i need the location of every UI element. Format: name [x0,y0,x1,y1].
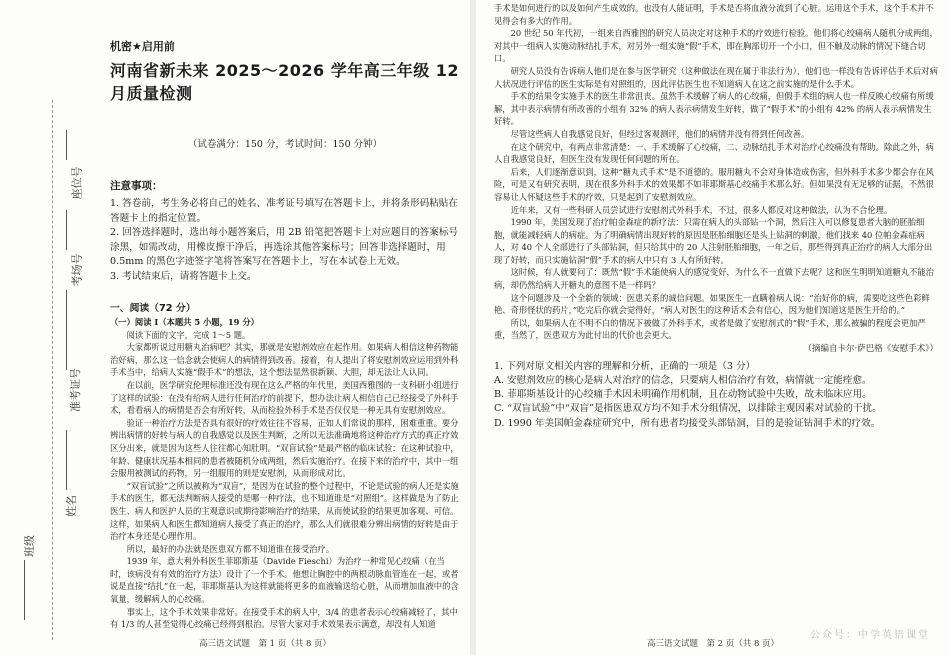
ticket-number-field[interactable] [66,290,67,370]
page-1-content [110,38,460,631]
option-b[interactable]: B. 菲耶斯基设计的心绞痛手术因未明确作用机制，且在动物试验中失败，故未临床应用。 [494,389,872,401]
exam-title: 河南省新未来 2025～2026 学年高三年级 12 月质量检测 [110,61,460,103]
passage-paragraph: 验证一种治疗方法是否具有很好的疗效往往不容易，正如人们常说的那样，困难重重。要分辨出病情的好转与病人的自我感觉以及医生判断，之所以无法准确地将这种治疗方式的真正疗效区分出来，就是因为这些人往往都心知肚明。“双盲试验”是最严格的临床试验：在这种试验中，年龄、健康状况基本相同的患者被随机分成两组，然后实施治疗。在接下来的治疗中，其中一组会服用被测试的药物，另一组服用的则是安慰剂，从而形成对比。 [110,417,459,479]
passage-paragraph: 这个问题涉及一个全新的领域：医患关系的诚信问题。如果医生一直瞒着病人说：“治好你的病，需要吃这些色彩鲜艳、奇形怪状的药片，”吃完后你就会觉得好，“病人对医生的这种话术会有信心，因为他们知道这是医生开给的。” [494,292,930,316]
cut-line [52,100,53,640]
passage-paragraph: 所以，最好的办法就是医患双方都不知道谁在接受治疗。 [126,543,335,554]
notice-heading: 注意事项： [110,180,163,192]
option-d[interactable]: D. 1990 年美国帕金森症研究中，所有患者均接受头部钻洞，目的是验证钻洞手术的疗效。 [494,417,881,429]
passage-paragraph: 所以，如果病人在不明不白的情况下被做了外科手术，或者是做了安慰剂式的“假”手术，那么被骗的程度会更加严重，当然了，医患双方为此付出的代价也会更大。 [494,317,926,341]
passage-paragraph: 事实上，这个手术效果非常好。在接受手术的病人中，3/4 的患者表示心绞痛减轻了，其中有 1/3 的人甚至觉得心绞痛已经得到根治。尽管大家对手术效果表示满意，却没有人知道 [110,606,458,630]
notice-item: 2. 回答选择题时，选出每小题答案后，用 2B 铅笔把答题卡上对应题目的答案标号涂黑，如需改动，用橡皮擦干净后，再选涂其他答案标号；回答非选择题时，用 0.5mm 的黑色字迹签字笔将答案写在答题卡上，写在本试卷上无效。 [110,227,459,267]
confidential-mark: 机密★启用前 [110,40,175,53]
passage-paragraph: 研究人员没有告诉病人他们是在参与医学研究（这种做法在现在属于非法行为），他们也一样没有告诉评估手术后对病人状况进行评估的医生实际是有对照组的，因此评估医生也不知道病人在这之前实施的是什么手术。 [494,65,938,89]
instruction: 阅读下面的文字，完成 1～5 题。 [126,329,251,340]
binding-strip [0,0,102,655]
passage-continued [494,2,938,342]
name-label: 姓名 [65,495,78,517]
passage-paragraph: 20 世纪 50 年代初，一组来自西雅图的研究人员决定对这种手术的疗效进行检验。他们将心绞痛病人随机分成两组，对其中一组病人实施动脉结扎手术，对另外一组实施“假”手术，即在胸部切开一个小口，但不触及动脉的情况下缝合切口。 [494,28,938,64]
score-line: （试卷满分：150 分，考试时间：150 分钟） [187,139,383,150]
passage-paragraph: 尽管这些病人自我感觉良好，但经过客观测评，他们的病情并没有得到任何改善。 [510,128,810,139]
class-label: 班级 [23,535,36,557]
exam-page-1 [0,0,470,655]
page-1-footer: 高三语文试题 第 1 页（共 8 页） [198,639,332,649]
seat-number-field[interactable] [66,130,67,160]
ticket-number-label: 准考证号 [69,368,82,412]
passage-paragraph: 在以前，医学研究伦理标准还没有现在这么严格的年代里，美国西雅图的一支科研小组进行了这样的试验：在没有给病人进行任何治疗的前提下，想办法让病人相信自己已经接受了外科手术，看看病人的病情是否会有所好转，从而检验外科手术是否仅仅是一种无具有安慰剂效应。 [110,379,459,416]
section-heading: 一、阅读（72 分） [110,303,196,314]
passage-paragraph: 大家都听说过用糖丸治病吧？其实，那就是安慰剂效应在起作用。如果病人相信这种药物能治好病，那么这一信念就会使病人的病情得到改善。接着，有人提出了将安慰剂效应运用到外科手术当中，给病人实施“假手术”的想法，这个想法显然很新颖、大胆，却无法让人认同。 [110,342,459,378]
exam-room-label: 考场号 [70,253,84,287]
source-attribution: （摘编自卡尔·萨巴格《安慰手术》） [803,344,938,355]
exam-room-field[interactable] [66,210,67,250]
subsection-heading: （一）阅读 Ⅰ（本题共 5 小题，19 分） [110,317,259,327]
page-2-content [494,2,938,431]
notice-item: 1. 答卷前，考生务必将自己的姓名、准考证号填写在答题卡上，并将条形码粘贴在答题卡上的指定位置。 [110,198,458,224]
passage-paragraph: 这时候，有人就要问了：既然“假”手术能使病人的感觉变好，为什么不一直做下去呢？这和医生明明知道糖丸不能治病，却仍然给病人开糖丸的意图不是一样吗？ [494,267,934,291]
passage-paragraph: 手术的结果令实施手术的医生非常沮丧。虽然手术缓解了病人的心绞痛，但假手术组的病人也一样反映心绞痛有所缓解，其中表示病情有所改善的小组有 32% 的病人表示病情发生好转，做了“假手术”的小组有 42% 的病人表示病情发生好转。 [494,91,934,127]
notice-item: 3. 考试结束后，请将答题卡上交。 [110,270,257,282]
watermark: 公众号：中学英语课堂 [810,630,930,641]
exam-page-2 [476,0,950,655]
passage-paragraph: 近年来，又有一些科研人员尝试进行安慰剂式外科手术，不过，很多人都反对这种做法，认为不合伦理。 [510,204,893,215]
name-field[interactable] [66,430,67,490]
passage [110,329,460,631]
page-2-footer: 高三语文试题 第 2 页（共 8 页） [646,639,780,649]
seat-number-label: 座位号 [70,166,84,200]
question-1-stem: 1. 下列对原文相关内容的理解和分析，正确的一项是（3 分） [494,361,756,373]
option-c[interactable]: C. “双盲试验”中“双盲”是指医患双方均不知手术分组情况，以排除主观因素对试验的干扰。 [494,403,882,415]
passage-paragraph: “双盲试验”之所以被称为“双盲”，是因为在试验的整个过程中，不论是试验的病人还是实施手术的医生，都无法判断病人接受的是哪一种疗法，也不知道谁是“对照组”。这样做是为了防止医生、病人和医护人员的主观意识或期待影响治疗的结果，从而使试验的结果更加客观、可信。这样，如果病人和医生都知道病人接受了真正的治疗，那么人们就很难分辨出病情的好转是由于治疗本身还是心理作用。 [110,480,459,542]
passage-paragraph: 1939 年，意大利外科医生菲耶斯基（Davide Fieschi）为治疗一种常见心绞痛（在当时，该病没有有效的治疗方法）设计了一个手术。他想让胸腔中的两根动脉血管连在一起，或者说是直接“结扎”在一起，菲耶斯基认为这样就能将更多的血液输送给心脏，从而增加血液中的含氧量，缓解病人的心绞痛。 [110,556,459,605]
notice-list [110,197,460,284]
passage-paragraph: 在这个研究中，有两点非常清楚：一、手术缓解了心绞痛，二、动脉结扎手术对治疗心绞痛没有帮助。除此之外，病人自我感觉良好，但医生没有发现任何问题的所在。 [494,141,934,165]
passage-paragraph: 1990 年，美国发现了治疗帕金森症的新疗法：只需在病人的头部钻一个洞，然后注入可以修复患者大脑的胚胎细胞，就能减轻病人的病症。为了明确病情出现好转的原因是胚胎细胞还是头上钻洞的刺激，他们找来 40 位帕金森症病人，对 40 个人全部进行了头部钻洞，但只给其中的 20 人注射胚胎细胞，一年之后，那些得到真正治疗的病人大部分出现了好转，而只实施钻洞“假”手术的病人中只有 3 人有所好转。 [494,217,933,265]
passage-paragraph: 手术是如何进行的以及如何产生成效的。也没有人能证明，手术是否将血液分流到了心脏。运用这个手术，这个手术并不见得会有多大的作用。 [494,3,934,26]
option-a[interactable]: A. 安慰剂效应的核心是病人对治疗的信念，只要病人相信治疗有效，病情就一定能痊愈。 [494,375,872,387]
passage-paragraph: 后来，人们逐渐意识到，这种“糖丸式手术”是不道德的。服用糖丸不会对身体造成伤害，但外科手术多少都会存在风险，可是又有研究表明，现在很多外科手术的效果都不如菲耶斯基心绞痛手术那么好。但如果没有无足够的证据，不然很容易让人怀疑这些手术的疗效，只是起到了安慰剂效应。 [494,166,934,202]
class-field[interactable] [24,560,25,620]
